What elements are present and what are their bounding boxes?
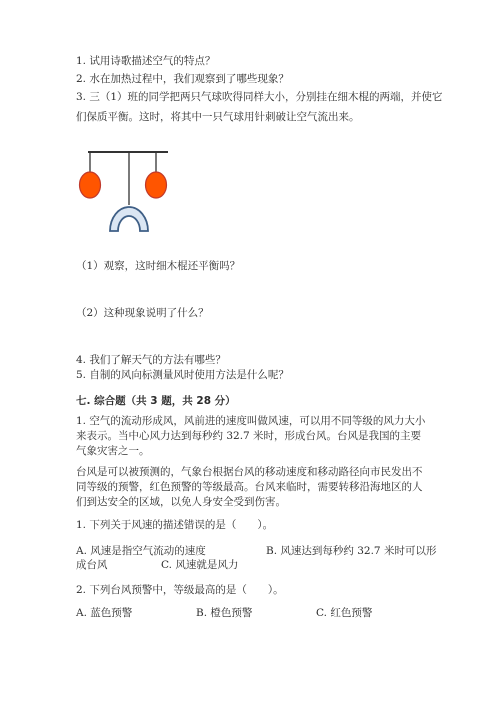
sub-question-1: （1）观察，这时细木棍还平衡吗？ <box>76 260 241 272</box>
section-heading: 七. 综合题（共 3 题，共 28 分） <box>76 395 236 407</box>
left-balloon <box>80 172 101 198</box>
arch-stand <box>110 207 148 231</box>
mc2-option-a: A. 蓝色预警 <box>76 607 133 619</box>
question-1: 1. 试用诗歌描述空气的特点？ <box>76 55 216 67</box>
right-balloon <box>146 172 167 198</box>
mc1-option-a: A. 风速是指空气流动的速度 <box>76 545 206 557</box>
mc1-option-b-line1: B. 风速达到每秒约 32.7 米时可以形 <box>266 545 437 557</box>
mc1-option-c: C. 风速就是风力 <box>161 559 239 571</box>
question-3-continuation: 们保质平衡。这时，将其中一只气球用针刺破让空气流出来。 <box>76 111 360 123</box>
question-4: 4. 我们了解天气的方法有哪些？ <box>76 354 226 366</box>
sub-question-2: （2）这种现象说明了什么？ <box>76 307 209 319</box>
question-5: 5. 自制的风向标测量风时使用方法是什么呢？ <box>76 369 289 381</box>
mc2-option-b: B. 橙色预警 <box>196 607 253 619</box>
mc2-stem: 2. 下列台风预警中，等级最高的是（ ）。 <box>76 584 284 596</box>
mc1-option-b-line2: 成台风 <box>76 559 108 571</box>
question-3: 3. 三（1）班的同学把两只气球吹得同样大小，分别挂在细木棍的两端，并使它 <box>76 91 443 103</box>
mc2-option-c: C. 红色预警 <box>316 607 373 619</box>
question-2: 2. 水在加热过程中，我们观察到了哪些现象？ <box>76 73 289 85</box>
paragraph-2: 台风是可以被预测的，气象台根据台风的移动速度和移动路径向市民发出不同等级的预警，红色预警的等级最高。台风来临时，需要转移沿海地区的人们到达安全的区域，以免人身安全受到伤害。 <box>76 466 423 508</box>
mc1-stem: 1. 下列关于风速的描述错误的是（ ）。 <box>76 519 274 531</box>
paragraph-1: 1. 空气的流动形成风，风前进的速度叫做风速，可以用不同等级的风力大小来表示。当中心风力达到每秒约 32.7 米时，形成台风。台风是我国的主要气象灾害之一。 <box>76 415 426 457</box>
balloon-balance-figure <box>74 145 184 235</box>
